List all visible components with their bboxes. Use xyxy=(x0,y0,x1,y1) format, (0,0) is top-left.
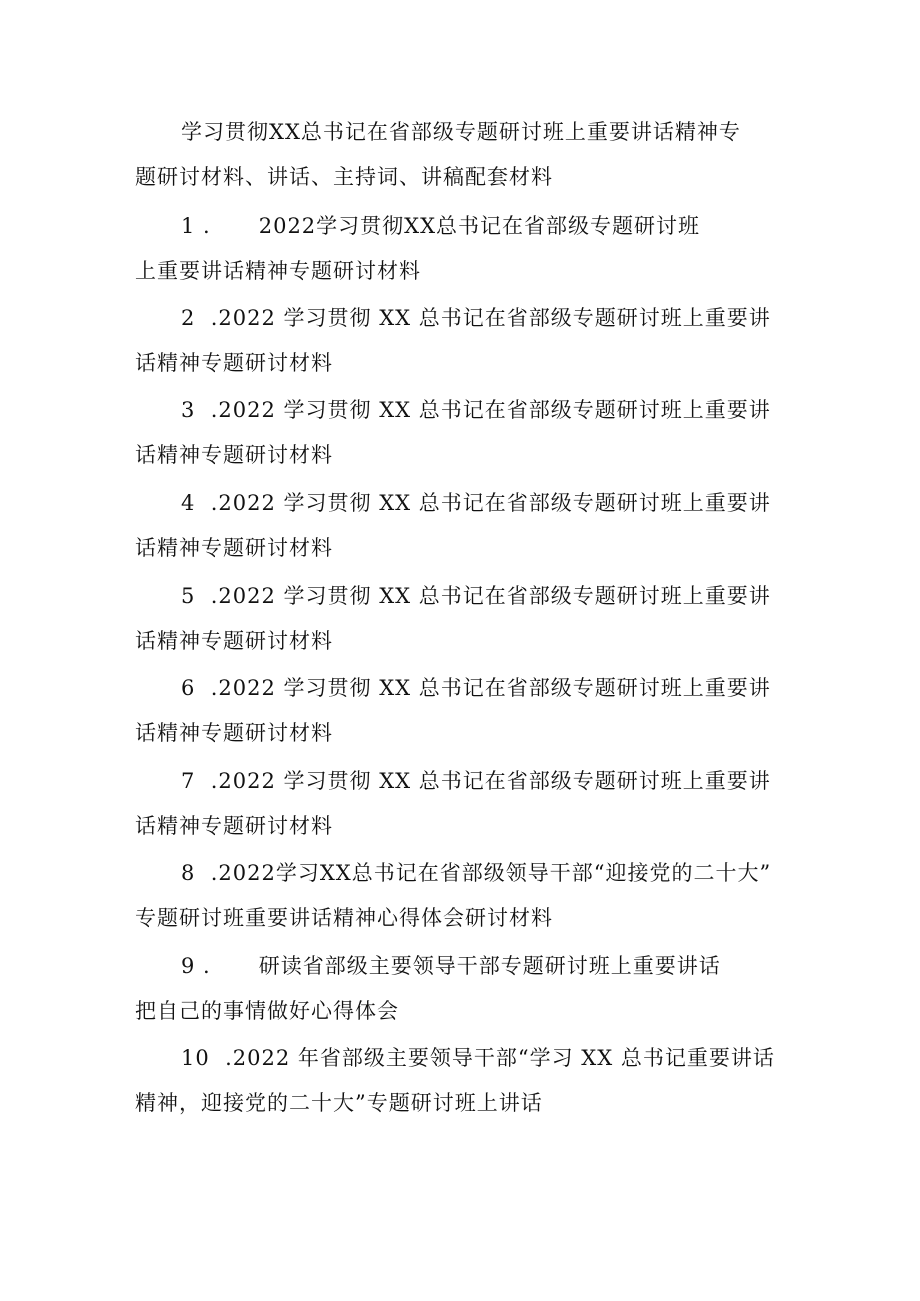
list-item-3 xyxy=(135,388,795,478)
item-text-cont: 精神，迎接党的二十大”专题研讨班上讲话 xyxy=(135,1091,543,1115)
item-number: 7 xyxy=(181,769,196,793)
item-text: .2022 年省部级主要领导干部“学习 XX 总书记重要讲话 xyxy=(225,1046,775,1070)
item-number: 1 . xyxy=(181,214,211,238)
item-text: .2022 学习贯彻 XX 总书记在省部级专题研讨班上重要讲 xyxy=(210,676,771,700)
item-number: 4 xyxy=(181,491,196,515)
item-number: 6 xyxy=(181,676,196,700)
list-item-9 xyxy=(135,944,795,1034)
title-line-2: 题研讨材料、讲话、主持词、讲稿配套材料 xyxy=(135,165,553,189)
item-number: 3 xyxy=(181,398,196,422)
item-text-cont: 话精神专题研讨材料 xyxy=(135,814,333,838)
item-number: 9 . xyxy=(181,954,211,978)
item-text-cont: 话精神专题研讨材料 xyxy=(135,443,333,467)
list-item-4 xyxy=(135,481,795,571)
item-text: 2022学习贯彻XX总书记在省部级专题研讨班 xyxy=(258,214,701,238)
list-item-6 xyxy=(135,666,795,756)
item-number: 5 xyxy=(181,584,196,608)
item-text-cont: 话精神专题研讨材料 xyxy=(135,721,333,745)
item-text-cont: 把自己的事情做好心得体会 xyxy=(135,999,399,1023)
list-item-1 xyxy=(135,204,795,294)
list-item-10 xyxy=(135,1036,795,1126)
item-text: .2022学习XX总书记在省部级领导干部“迎接党的二十大” xyxy=(210,861,772,885)
item-text: .2022 学习贯彻 XX 总书记在省部级专题研讨班上重要讲 xyxy=(210,491,771,515)
document-title xyxy=(135,110,795,200)
item-number: 10 xyxy=(181,1046,210,1070)
item-text-cont: 话精神专题研讨材料 xyxy=(135,351,333,375)
item-text: 研读省部级主要领导干部专题研讨班上重要讲话 xyxy=(258,954,721,978)
list-item-2 xyxy=(135,296,795,386)
item-text-cont: 专题研讨班重要讲话精神心得体会研讨材料 xyxy=(135,906,553,930)
list-item-5 xyxy=(135,574,795,664)
item-text: .2022 学习贯彻 XX 总书记在省部级专题研讨班上重要讲 xyxy=(210,584,771,608)
item-text: .2022 学习贯彻 XX 总书记在省部级专题研讨班上重要讲 xyxy=(210,306,771,330)
item-number: 2 xyxy=(181,306,196,330)
list-item-7 xyxy=(135,759,795,849)
title-line-1: 学习贯彻XX总书记在省部级专题研讨班上重要讲话精神专 xyxy=(181,120,741,144)
list-item-8 xyxy=(135,851,795,941)
item-text: .2022 学习贯彻 XX 总书记在省部级专题研讨班上重要讲 xyxy=(210,398,771,422)
item-number: 8 xyxy=(181,861,196,885)
item-text-cont: 话精神专题研讨材料 xyxy=(135,629,333,653)
item-text-cont: 上重要讲话精神专题研讨材料 xyxy=(135,259,421,283)
item-text-cont: 话精神专题研讨材料 xyxy=(135,536,333,560)
item-text: .2022 学习贯彻 XX 总书记在省部级专题研讨班上重要讲 xyxy=(210,769,771,793)
